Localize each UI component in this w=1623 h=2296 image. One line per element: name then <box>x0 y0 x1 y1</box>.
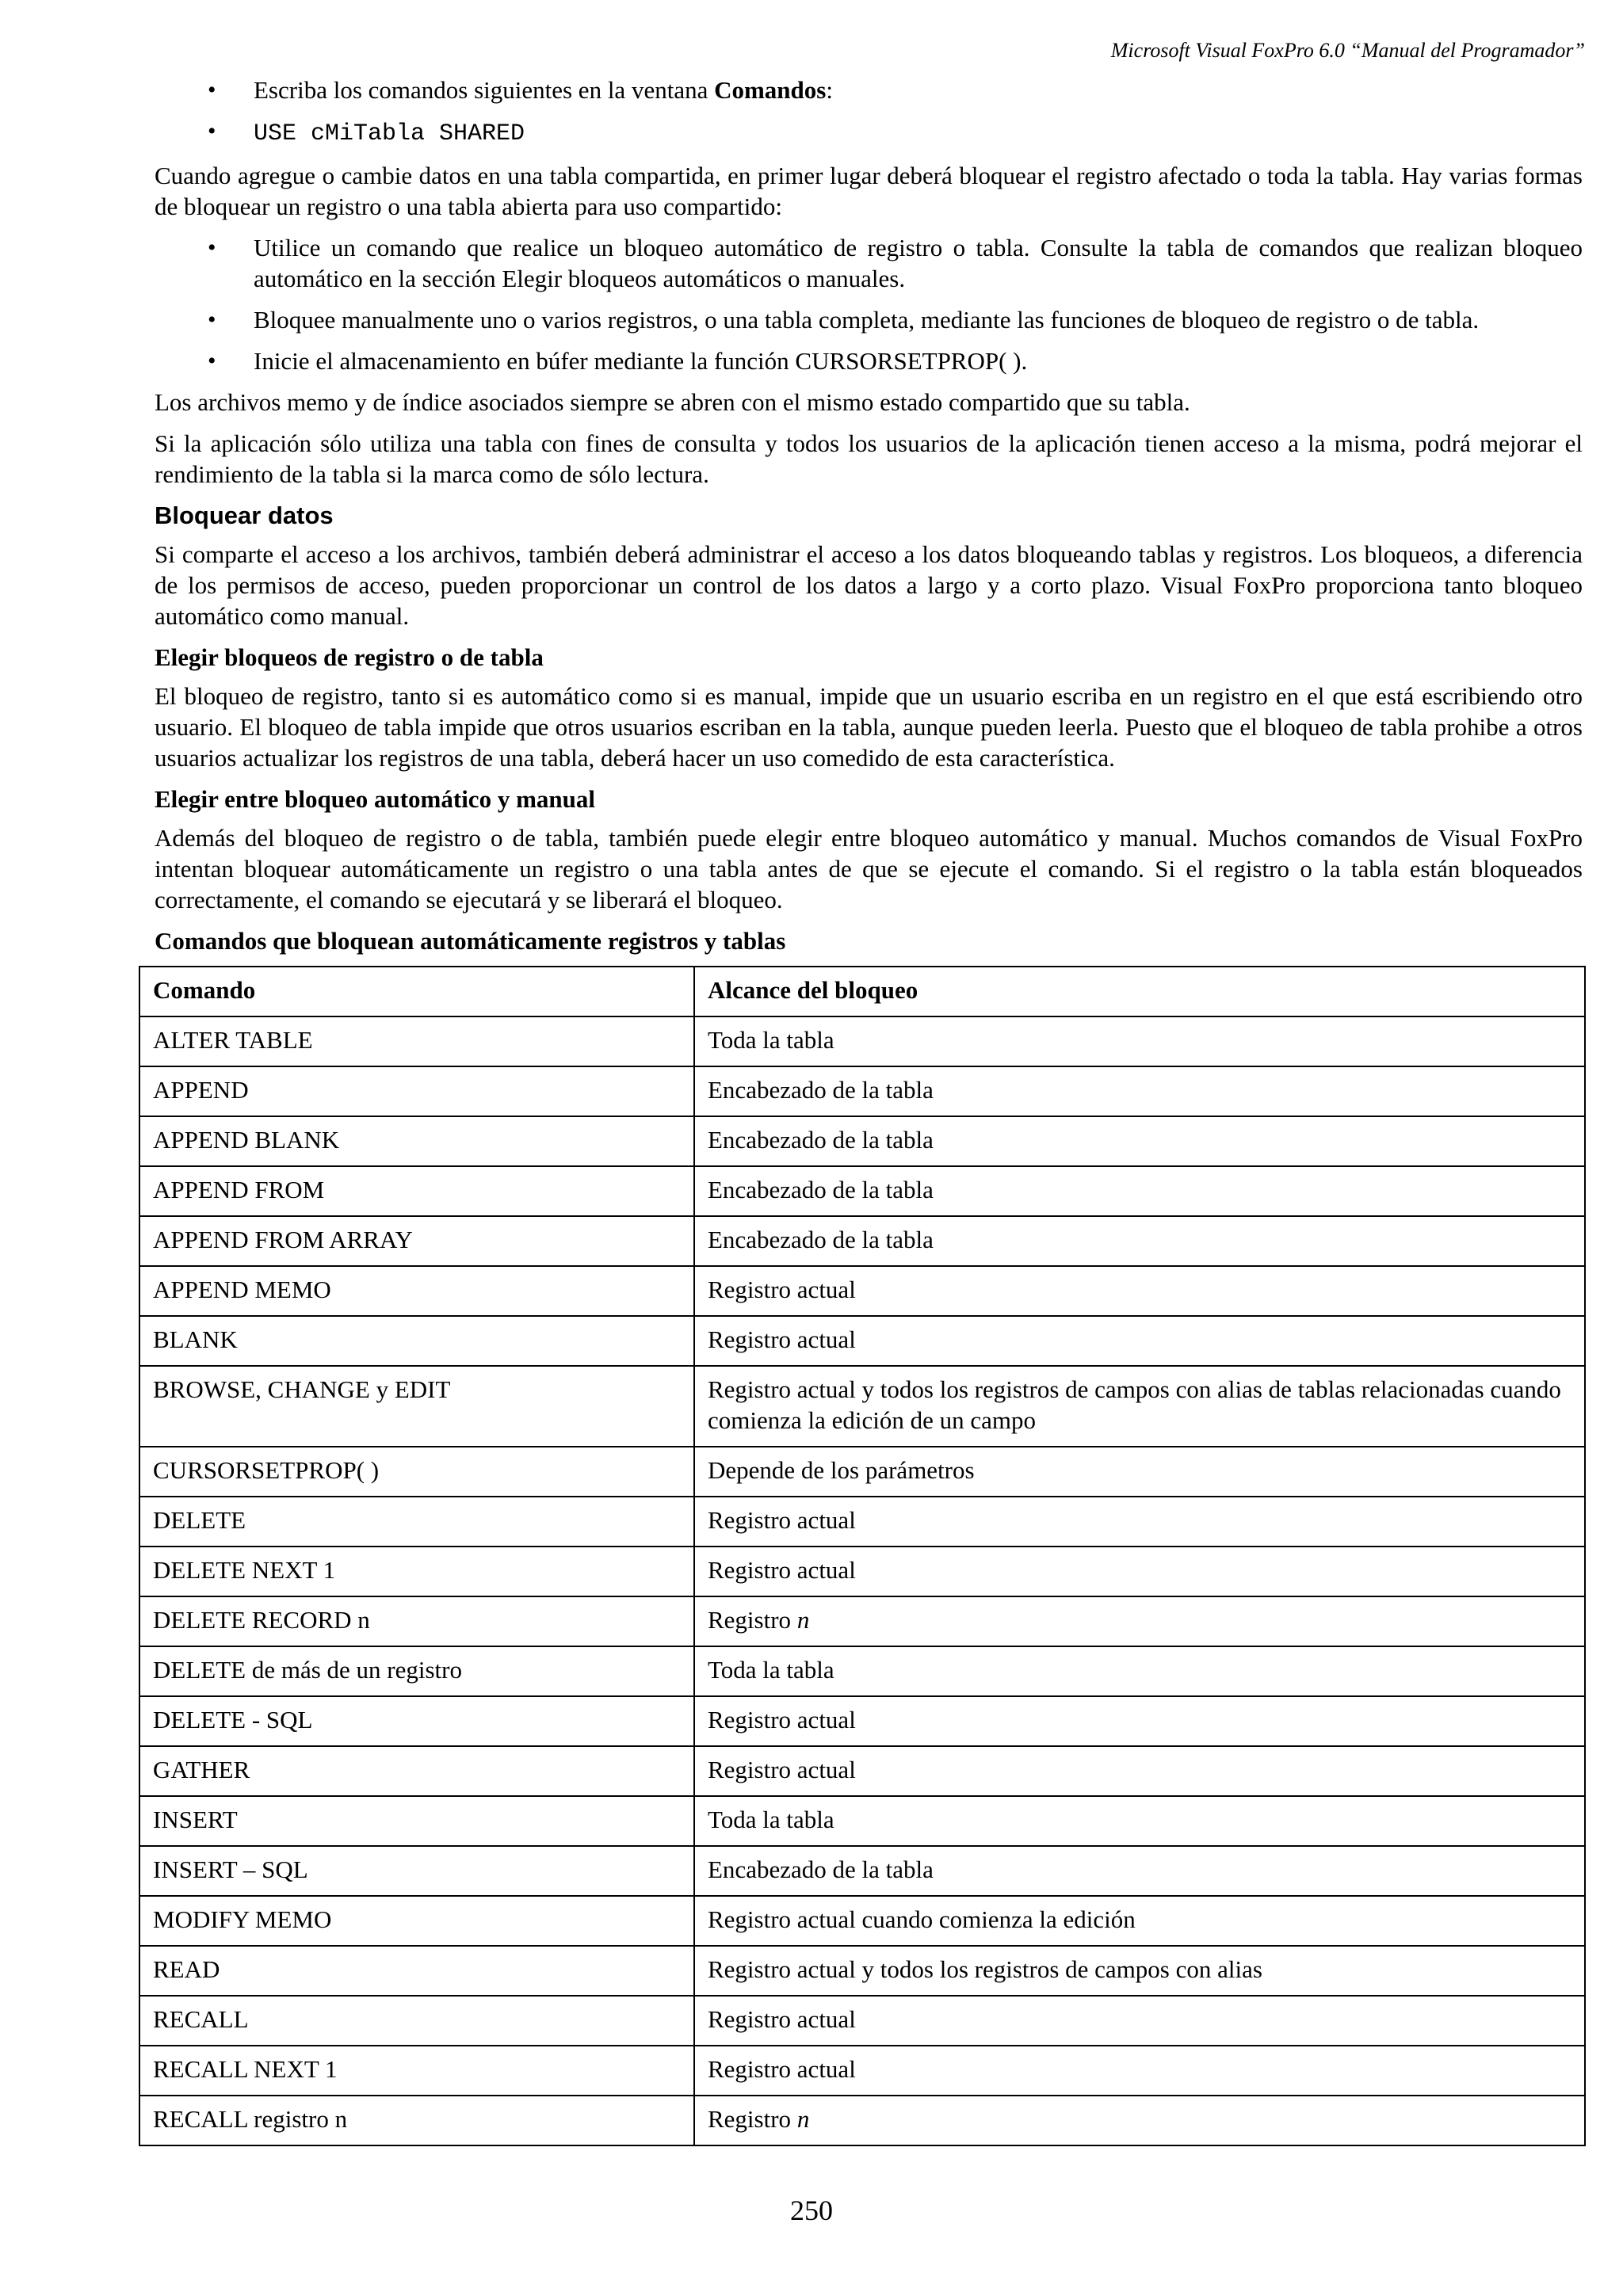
lock-methods-list <box>155 232 1583 376</box>
scope-text: Registro actual <box>708 1756 856 1783</box>
table-row <box>139 2046 1585 2096</box>
scope-italic-text: n <box>796 2105 810 2133</box>
scope-text: Registro actual <box>708 1506 856 1534</box>
scope-text: Encabezado de la tabla <box>708 1855 934 1883</box>
scope-text: Toda la tabla <box>708 1026 834 1054</box>
column-header-command: Comando <box>139 967 694 1016</box>
list-item: • Inicie el almacenamiento en búfer mediante la función CURSORSETPROP( ). <box>254 345 1583 376</box>
cell-command: BLANK <box>139 1316 694 1366</box>
cell-scope <box>694 1596 1585 1646</box>
cell-scope <box>694 1016 1585 1066</box>
cell-command: INSERT <box>139 1796 694 1846</box>
table-caption: Comandos que bloquean automáticamente registros y tablas <box>155 927 786 955</box>
cell-scope <box>694 1447 1585 1497</box>
table-row <box>139 1896 1585 1946</box>
cell-command: DELETE <box>139 1497 694 1547</box>
table-row <box>139 1016 1585 1066</box>
cell-command: DELETE RECORD n <box>139 1596 694 1646</box>
cell-scope <box>694 2046 1585 2096</box>
section-heading-record-or-table: Elegir bloqueos de registro o de tabla <box>155 643 544 671</box>
cell-scope <box>694 1547 1585 1596</box>
lock-commands-table <box>139 966 1586 2146</box>
cell-scope <box>694 1066 1585 1116</box>
list-item <box>254 74 1583 105</box>
table-row <box>139 1547 1585 1596</box>
paragraph-shared-data: Cuando agregue o cambie datos en una tabla compartida, en primer lugar deberá bloquear el registro afectado o toda la tabla. Hay varias formas de bloquear un registro o una tabla abierta para uso compartido: <box>155 162 1583 220</box>
cell-command: BROWSE, CHANGE y EDIT <box>139 1366 694 1447</box>
cell-command: APPEND MEMO <box>139 1266 694 1316</box>
cell-scope <box>694 2096 1585 2145</box>
running-header: Microsoft Visual FoxPro 6.0 “Manual del Programador” <box>1110 39 1585 62</box>
table-header-row <box>139 967 1585 1016</box>
table-row <box>139 1216 1585 1266</box>
page-content <box>155 74 1583 2146</box>
cell-scope <box>694 1366 1585 1447</box>
cell-command: RECALL NEXT 1 <box>139 2046 694 2096</box>
cell-scope <box>694 1796 1585 1846</box>
cell-scope <box>694 1846 1585 1896</box>
cell-command: RECALL registro n <box>139 2096 694 2145</box>
section-body-auto-manual: Además del bloqueo de registro o de tabla, también puede elegir entre bloqueo automático y manual. Muchos comandos de Visual FoxPro intentan bloquear automáticamente un registro o una tabla antes de que se ejecute el comando. Si el registro o la tabla están bloqueados correctamente, el comando se ejecutará y se liberará el bloqueo. <box>155 824 1583 913</box>
list-item <box>254 116 1583 150</box>
scope-text: Toda la tabla <box>708 1806 834 1833</box>
scope-text: Encabezado de la tabla <box>708 1126 934 1154</box>
scope-text: Registro actual <box>708 2055 856 2083</box>
cell-scope <box>694 1696 1585 1746</box>
cell-scope <box>694 1216 1585 1266</box>
table-row <box>139 1166 1585 1216</box>
scope-text: Registro actual y todos los registros de campos con alias de tablas relacionadas cuando comienza la edición de un campo <box>708 1375 1561 1434</box>
scope-text: Registro actual <box>708 1556 856 1584</box>
scope-text: Registro actual <box>708 1706 856 1733</box>
cell-scope <box>694 1166 1585 1216</box>
cell-command: DELETE - SQL <box>139 1696 694 1746</box>
cell-scope <box>694 1896 1585 1946</box>
table-body <box>139 1016 1585 2145</box>
table-row <box>139 2096 1585 2145</box>
table-row <box>139 1796 1585 1846</box>
cell-command: APPEND FROM ARRAY <box>139 1216 694 1266</box>
table-row <box>139 1066 1585 1116</box>
scope-text: Encabezado de la tabla <box>708 1226 934 1253</box>
table-row <box>139 1696 1585 1746</box>
bullet-suffix: : <box>826 76 833 104</box>
scope-text: Registro actual y todos los registros de campos con alias <box>708 1955 1262 1983</box>
table-row <box>139 1946 1585 1996</box>
cell-command: APPEND FROM <box>139 1166 694 1216</box>
cell-command: GATHER <box>139 1746 694 1796</box>
table-row <box>139 1746 1585 1796</box>
scope-text: Toda la tabla <box>708 1656 834 1684</box>
scope-text: Registro actual <box>708 2005 856 2033</box>
table-row <box>139 1366 1585 1447</box>
cell-scope <box>694 1946 1585 1996</box>
table-row <box>139 1646 1585 1696</box>
section-body-lock-data: Si comparte el acceso a los archivos, también deberá administrar el acceso a los datos bloqueando tablas y registros. Los bloqueos, a diferencia de los permisos de acceso, pueden proporcionar un control de los datos a largo y a corto plazo. Visual FoxPro proporciona tanto bloqueo automático como manual. <box>155 540 1583 630</box>
cell-command: INSERT – SQL <box>139 1846 694 1896</box>
cell-command: ALTER TABLE <box>139 1016 694 1066</box>
table-row <box>139 1116 1585 1166</box>
scope-text: Registro actual <box>708 1276 856 1303</box>
code-line: USE cMiTabla SHARED <box>254 120 525 147</box>
list-item: • Bloquee manualmente uno o varios registros, o una tabla completa, mediante las funciones de bloqueo de registro o de tabla. <box>254 304 1583 335</box>
bullet-bold-text: Comandos <box>714 76 827 104</box>
scope-text: Depende de los parámetros <box>708 1456 975 1484</box>
scope-text: Registro <box>708 2105 797 2133</box>
paragraph-memo-index: Los archivos memo y de índice asociados siempre se abren con el mismo estado compartido que su tabla. <box>155 388 1190 416</box>
paragraph-read-only: Si la aplicación sólo utiliza una tabla con fines de consulta y todos los usuarios de la aplicación tienen acceso a la misma, podrá mejorar el rendimiento de la tabla si la marca como de sólo lectura. <box>155 429 1583 488</box>
cell-command: DELETE NEXT 1 <box>139 1547 694 1596</box>
cell-scope <box>694 1316 1585 1366</box>
table-row <box>139 1316 1585 1366</box>
table-row <box>139 1497 1585 1547</box>
cell-command: APPEND BLANK <box>139 1116 694 1166</box>
section-heading-lock-data: Bloquear datos <box>155 502 334 529</box>
table-row <box>139 1996 1585 2046</box>
section-heading-auto-manual: Elegir entre bloqueo automático y manual <box>155 785 595 813</box>
cell-scope <box>694 1996 1585 2046</box>
cell-command: READ <box>139 1946 694 1996</box>
column-header-scope: Alcance del bloqueo <box>694 967 1585 1016</box>
list-item: • Utilice un comando que realice un bloqueo automático de registro o tabla. Consulte la tabla de comandos que realizan bloqueo automático en la sección Elegir bloqueos automáticos o manuales. <box>254 232 1583 294</box>
cell-command: MODIFY MEMO <box>139 1896 694 1946</box>
scope-text: Registro <box>708 1606 797 1634</box>
page-number: 250 <box>790 2195 833 2226</box>
cell-command: RECALL <box>139 1996 694 2046</box>
scope-text: Encabezado de la tabla <box>708 1076 934 1104</box>
table-row <box>139 1447 1585 1497</box>
cell-scope <box>694 1746 1585 1796</box>
section-body-record-or-table: El bloqueo de registro, tanto si es automático como si es manual, impide que un usuario escriba en un registro en el que está escribiendo otro usuario. El bloqueo de tabla impide que otros usuarios escriban en la tabla, aunque pueden leerla. Puesto que el bloqueo de tabla prohibe a otros usuarios actualizar los registros de una tabla, deberá hacer un uso comedido de esta característica. <box>155 682 1583 772</box>
scope-text: Registro actual cuando comienza la edición <box>708 1905 1136 1933</box>
scope-italic-text: n <box>796 1606 810 1634</box>
cell-scope <box>694 1646 1585 1696</box>
cell-scope <box>694 1116 1585 1166</box>
cell-command: APPEND <box>139 1066 694 1116</box>
cell-scope <box>694 1266 1585 1316</box>
cell-command: DELETE de más de un registro <box>139 1646 694 1696</box>
bullet-text: Escriba los comandos siguientes en la ventana <box>254 76 715 104</box>
scope-text: Registro actual <box>708 1325 856 1353</box>
table-row <box>139 1596 1585 1646</box>
cell-scope <box>694 1497 1585 1547</box>
table-row <box>139 1846 1585 1896</box>
intro-bullet-list <box>155 74 1583 150</box>
scope-text: Encabezado de la tabla <box>708 1176 934 1203</box>
table-row <box>139 1266 1585 1316</box>
cell-command: CURSORSETPROP( ) <box>139 1447 694 1497</box>
